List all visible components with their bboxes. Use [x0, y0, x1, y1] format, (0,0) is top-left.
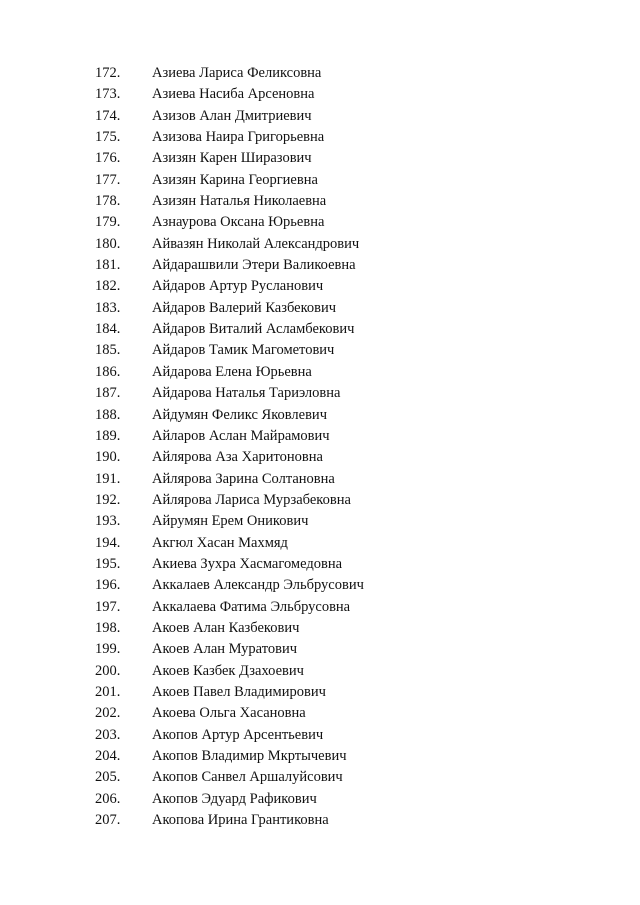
entry-full-name: Акоев Алан Муратович: [152, 641, 298, 658]
list-item: [0, 148, 640, 169]
list-item: [0, 191, 640, 212]
entry-full-name: Айдаров Виталий Асламбекович: [152, 321, 355, 338]
entry-number: 197.: [95, 598, 121, 615]
entry-number: 175.: [95, 129, 121, 146]
entry-number: 193.: [95, 513, 121, 530]
entry-full-name: Акопов Эдуард Рафикович: [152, 790, 317, 807]
entry-number: 182.: [95, 278, 121, 295]
entry-full-name: Азизян Карина Георгиевна: [152, 171, 318, 188]
list-item: [0, 170, 640, 191]
entry-number: 191.: [95, 470, 121, 487]
entry-number: 185.: [95, 342, 121, 359]
entry-full-name: Айлярова Лариса Мурзабековна: [152, 491, 351, 508]
entry-number: 188.: [95, 406, 121, 423]
list-item: [0, 340, 640, 361]
entry-full-name: Акопов Санвел Аршалуйсович: [152, 769, 343, 786]
entry-full-name: Айдаров Тамик Магометович: [152, 342, 335, 359]
entry-full-name: Акгюл Хасан Махмяд: [152, 534, 288, 551]
entry-full-name: Акоев Павел Владимирович: [152, 683, 326, 700]
list-item: [0, 84, 640, 105]
entry-full-name: Акоев Казбек Дзахоевич: [152, 662, 304, 679]
list-item: [0, 682, 640, 703]
entry-number: 194.: [95, 534, 121, 551]
entry-number: 174.: [95, 107, 121, 124]
entry-number: 181.: [95, 257, 121, 274]
entry-number: 187.: [95, 385, 121, 402]
entry-full-name: Айдарова Елена Юрьевна: [152, 363, 312, 380]
entry-number: 180.: [95, 235, 121, 252]
entry-number: 204.: [95, 748, 121, 764]
entry-number: 195.: [95, 555, 121, 572]
entry-number: 178.: [95, 193, 121, 210]
entry-number: 200.: [95, 662, 121, 679]
list-item: [0, 575, 640, 596]
entry-full-name: Айдарова Наталья Тариэловна: [152, 385, 341, 402]
entry-number: 198.: [95, 619, 121, 636]
entry-number: 184.: [95, 321, 121, 338]
entry-full-name: Азизова Наира Григорьевна: [152, 129, 325, 146]
list-item: [0, 789, 640, 810]
entry-full-name: Азизян Карен Ширазович: [152, 150, 312, 167]
entry-full-name: Айдумян Феликс Яковлевич: [152, 406, 327, 423]
entry-full-name: Азиева Насиба Арсеновна: [152, 86, 315, 103]
list-item: [0, 405, 640, 426]
list-item: [0, 618, 640, 639]
entry-number: 176.: [95, 150, 121, 167]
list-item: [0, 255, 640, 276]
list-item: [0, 212, 640, 233]
list-item: [0, 554, 640, 575]
list-item: [0, 810, 640, 831]
list-item: [0, 106, 640, 127]
entry-full-name: Акоев Алан Казбекович: [152, 619, 300, 636]
entry-number: 173.: [95, 86, 121, 103]
list-item: [0, 533, 640, 554]
entry-number: 207.: [95, 812, 121, 829]
entry-full-name: Азизов Алан Дмитриевич: [152, 107, 312, 124]
entry-full-name: Азизян Наталья Николаевна: [152, 193, 327, 210]
entry-number: 172.: [95, 65, 121, 81]
entry-number: 179.: [95, 214, 121, 231]
list-item: [0, 746, 640, 767]
entry-full-name: Айдаров Артур Русланович: [152, 278, 324, 295]
entry-full-name: Аккалаева Фатима Эльбрусовна: [152, 598, 351, 615]
entry-full-name: Айвазян Николай Александрович: [152, 235, 360, 252]
entry-full-name: Акопова Ирина Грантиковна: [152, 812, 329, 829]
entry-full-name: Акопов Владимир Мкртычевич: [152, 748, 347, 764]
entry-number: 203.: [95, 726, 121, 743]
entry-full-name: Айдаров Валерий Казбекович: [152, 299, 337, 316]
entry-full-name: Айларов Аслан Майрамович: [152, 427, 330, 444]
list-item: [0, 276, 640, 297]
list-item: [0, 661, 640, 682]
entry-number: 190.: [95, 449, 121, 466]
entry-number: 206.: [95, 790, 121, 807]
entry-full-name: Айлярова Зарина Солтановна: [152, 470, 335, 487]
entry-full-name: Азиева Лариса Феликсовна: [152, 65, 322, 81]
list-item: [0, 469, 640, 490]
list-item: [0, 703, 640, 724]
entry-number: 192.: [95, 491, 121, 508]
entry-full-name: Айлярова Аза Харитоновна: [152, 449, 323, 466]
list-item: [0, 639, 640, 660]
list-item: [0, 298, 640, 319]
entry-full-name: Акиева Зухра Хасмагомедовна: [152, 555, 343, 572]
list-item: [0, 725, 640, 746]
entry-full-name: Акопов Артур Арсентьевич: [152, 726, 324, 743]
list-item: [0, 767, 640, 788]
entry-full-name: Акоева Ольга Хасановна: [152, 705, 306, 722]
list-item: [0, 234, 640, 255]
list-item: [0, 319, 640, 340]
list-item: [0, 127, 640, 148]
list-item: [0, 511, 640, 532]
entry-full-name: Айрумян Ерем Оникович: [152, 513, 309, 530]
entry-number: 183.: [95, 299, 121, 316]
entry-number: 202.: [95, 705, 121, 722]
list-item: [0, 63, 640, 84]
entry-full-name: Аккалаев Александр Эльбрусович: [152, 577, 364, 594]
entry-full-name: Айдарашвили Этери Валикоевна: [152, 257, 356, 274]
entry-full-name: Азнаурова Оксана Юрьевна: [152, 214, 325, 231]
entry-number: 177.: [95, 171, 121, 188]
list-item: [0, 383, 640, 404]
list-item: [0, 597, 640, 618]
list-item: [0, 447, 640, 468]
list-item: [0, 362, 640, 383]
name-list: [0, 63, 640, 831]
list-item: [0, 426, 640, 447]
entry-number: 205.: [95, 769, 121, 786]
entry-number: 196.: [95, 577, 121, 594]
entry-number: 186.: [95, 363, 121, 380]
entry-number: 201.: [95, 683, 121, 700]
list-item: [0, 490, 640, 511]
entry-number: 199.: [95, 641, 121, 658]
entry-number: 189.: [95, 427, 121, 444]
